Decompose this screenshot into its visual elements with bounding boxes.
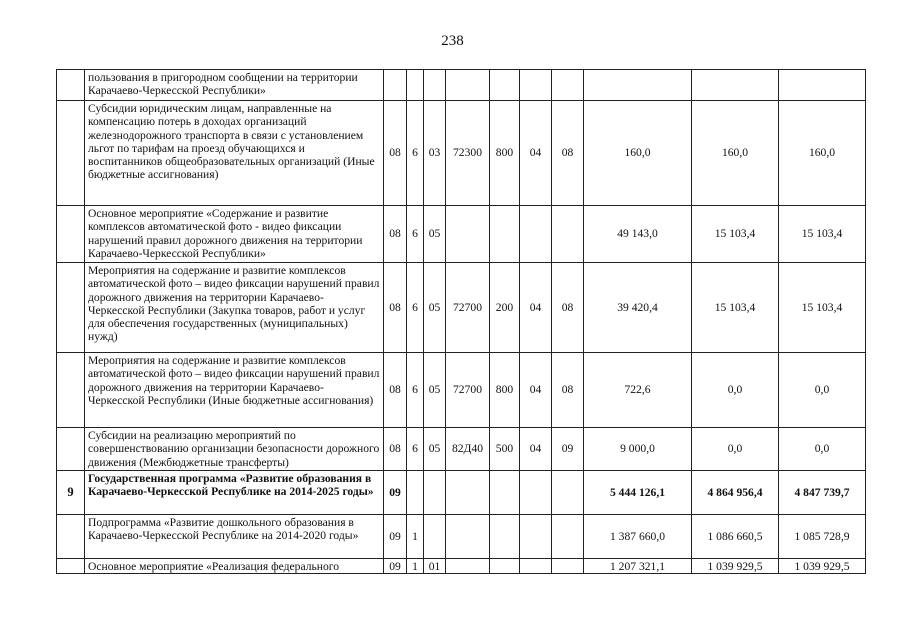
code-vr: 200	[490, 263, 520, 353]
page-number: 238	[441, 33, 464, 49]
row-description: Субсидии на реализацию мероприятий по совершенствованию организации безопасности дорожного движения (Межбюджетные трансферты)	[85, 428, 384, 471]
row-number	[57, 206, 85, 263]
value-year2: 0,0	[692, 428, 779, 471]
row-description: Государственная программа «Развитие образования в Карачаево-Черкесской Республике на 2014-2025 годы»	[85, 471, 384, 515]
code-gp: 08	[384, 263, 407, 353]
code-vr	[490, 559, 520, 574]
code-pr: 08	[552, 263, 584, 353]
value-year3: 0,0	[779, 353, 866, 428]
code-pp: 6	[407, 428, 424, 471]
row-description: Мероприятия на содержание и развитие комплексов автоматической фото – видео фиксации нарушений правил дорожного движения на территории Карачаево-Черкесской Республики (Закупка товаров, работ и услуг для обеспечения государственных (муниципальных) нужд)	[85, 263, 384, 353]
value-year1	[584, 70, 692, 101]
code-rz	[520, 559, 552, 574]
code-gp: 08	[384, 101, 407, 206]
code-direction	[446, 471, 490, 515]
row-number	[57, 263, 85, 353]
value-year1: 160,0	[584, 101, 692, 206]
code-pr: 08	[552, 353, 584, 428]
code-direction: 72700	[446, 263, 490, 353]
code-om: 01	[424, 559, 446, 574]
code-om	[424, 70, 446, 101]
code-pr	[552, 70, 584, 101]
row-description: Субсидии юридическим лицам, направленные на компенсацию потерь в доходах организаций железнодорожного транспорта в связи с установлением льгот по тарифам на проезд обучающихся и воспитанников общеобразовательных организаций (Иные бюджетные ассигнования)	[85, 101, 384, 206]
code-pr	[552, 206, 584, 263]
value-year3: 4 847 739,7	[779, 471, 866, 515]
code-rz	[520, 70, 552, 101]
value-year3: 15 103,4	[779, 206, 866, 263]
row-number	[57, 428, 85, 471]
code-vr	[490, 471, 520, 515]
code-rz: 04	[520, 263, 552, 353]
value-year1: 49 143,0	[584, 206, 692, 263]
value-year2: 15 103,4	[692, 263, 779, 353]
code-om: 05	[424, 263, 446, 353]
code-pp: 1	[407, 515, 424, 559]
code-pr: 08	[552, 101, 584, 206]
value-year2: 160,0	[692, 101, 779, 206]
value-year2: 4 864 956,4	[692, 471, 779, 515]
code-direction: 82Д40	[446, 428, 490, 471]
table-row	[57, 263, 866, 353]
value-year1: 1 387 660,0	[584, 515, 692, 559]
table-row	[57, 70, 866, 101]
code-pr	[552, 471, 584, 515]
table-row	[57, 101, 866, 206]
value-year3: 1 085 728,9	[779, 515, 866, 559]
value-year2: 1 086 660,5	[692, 515, 779, 559]
code-direction: 72300	[446, 101, 490, 206]
code-vr: 500	[490, 428, 520, 471]
value-year3: 15 103,4	[779, 263, 866, 353]
value-year2: 1 039 929,5	[692, 559, 779, 574]
table-row	[57, 428, 866, 471]
value-year2: 15 103,4	[692, 206, 779, 263]
table-row	[57, 353, 866, 428]
code-gp: 08	[384, 206, 407, 263]
code-gp: 08	[384, 353, 407, 428]
value-year3: 160,0	[779, 101, 866, 206]
code-gp: 08	[384, 428, 407, 471]
code-rz	[520, 515, 552, 559]
table-row	[57, 471, 866, 515]
code-rz: 04	[520, 101, 552, 206]
code-pr: 09	[552, 428, 584, 471]
table-row	[57, 559, 866, 574]
code-pp: 6	[407, 101, 424, 206]
row-number: 9	[57, 471, 85, 515]
row-description: Основное мероприятие «Содержание и развитие комплексов автоматической фото - видео фиксации нарушений правил дорожного движения на территории Карачаево-Черкесской Республики»	[85, 206, 384, 263]
value-year1: 722,6	[584, 353, 692, 428]
code-om: 03	[424, 101, 446, 206]
value-year2: 0,0	[692, 353, 779, 428]
code-rz: 04	[520, 428, 552, 471]
code-om: 05	[424, 353, 446, 428]
table-row	[57, 515, 866, 559]
row-number	[57, 353, 85, 428]
code-rz: 04	[520, 353, 552, 428]
table-row	[57, 206, 866, 263]
code-vr: 800	[490, 101, 520, 206]
value-year3: 0,0	[779, 428, 866, 471]
code-pr	[552, 559, 584, 574]
code-gp	[384, 70, 407, 101]
row-description: Мероприятия на содержание и развитие комплексов автоматической фото – видео фиксации нарушений правил дорожного движения на территории Карачаево-Черкесской Республики (Иные бюджетные ассигнования)	[85, 353, 384, 428]
code-om: 05	[424, 428, 446, 471]
code-direction	[446, 515, 490, 559]
code-gp: 09	[384, 559, 407, 574]
row-description: пользования в пригородном сообщении на территории Карачаево-Черкесской Республики»	[85, 70, 384, 101]
value-year1: 39 420,4	[584, 263, 692, 353]
code-pp: 6	[407, 206, 424, 263]
value-year1: 9 000,0	[584, 428, 692, 471]
code-direction	[446, 70, 490, 101]
code-vr	[490, 70, 520, 101]
code-vr: 800	[490, 353, 520, 428]
code-pp: 1	[407, 559, 424, 574]
value-year2	[692, 70, 779, 101]
code-vr	[490, 515, 520, 559]
code-gp: 09	[384, 515, 407, 559]
code-rz	[520, 206, 552, 263]
value-year3: 1 039 929,5	[779, 559, 866, 574]
code-direction	[446, 206, 490, 263]
row-description: Подпрограмма «Развитие дошкольного образования в Карачаево-Черкесской Республике на 2014-2020 годы»	[85, 515, 384, 559]
code-direction: 72700	[446, 353, 490, 428]
value-year3	[779, 70, 866, 101]
code-pp: 6	[407, 353, 424, 428]
code-om	[424, 471, 446, 515]
code-direction	[446, 559, 490, 574]
row-number	[57, 101, 85, 206]
code-pp	[407, 471, 424, 515]
value-year1: 5 444 126,1	[584, 471, 692, 515]
code-pp	[407, 70, 424, 101]
row-number	[57, 70, 85, 101]
code-om	[424, 515, 446, 559]
code-rz	[520, 471, 552, 515]
value-year1: 1 207 321,1	[584, 559, 692, 574]
row-number	[57, 559, 85, 574]
code-pr	[552, 515, 584, 559]
code-vr	[490, 206, 520, 263]
code-gp: 09	[384, 471, 407, 515]
row-description: Основное мероприятие «Реализация федерального	[85, 559, 384, 574]
row-number	[57, 515, 85, 559]
code-om: 05	[424, 206, 446, 263]
budget-table	[56, 69, 866, 574]
code-pp: 6	[407, 263, 424, 353]
